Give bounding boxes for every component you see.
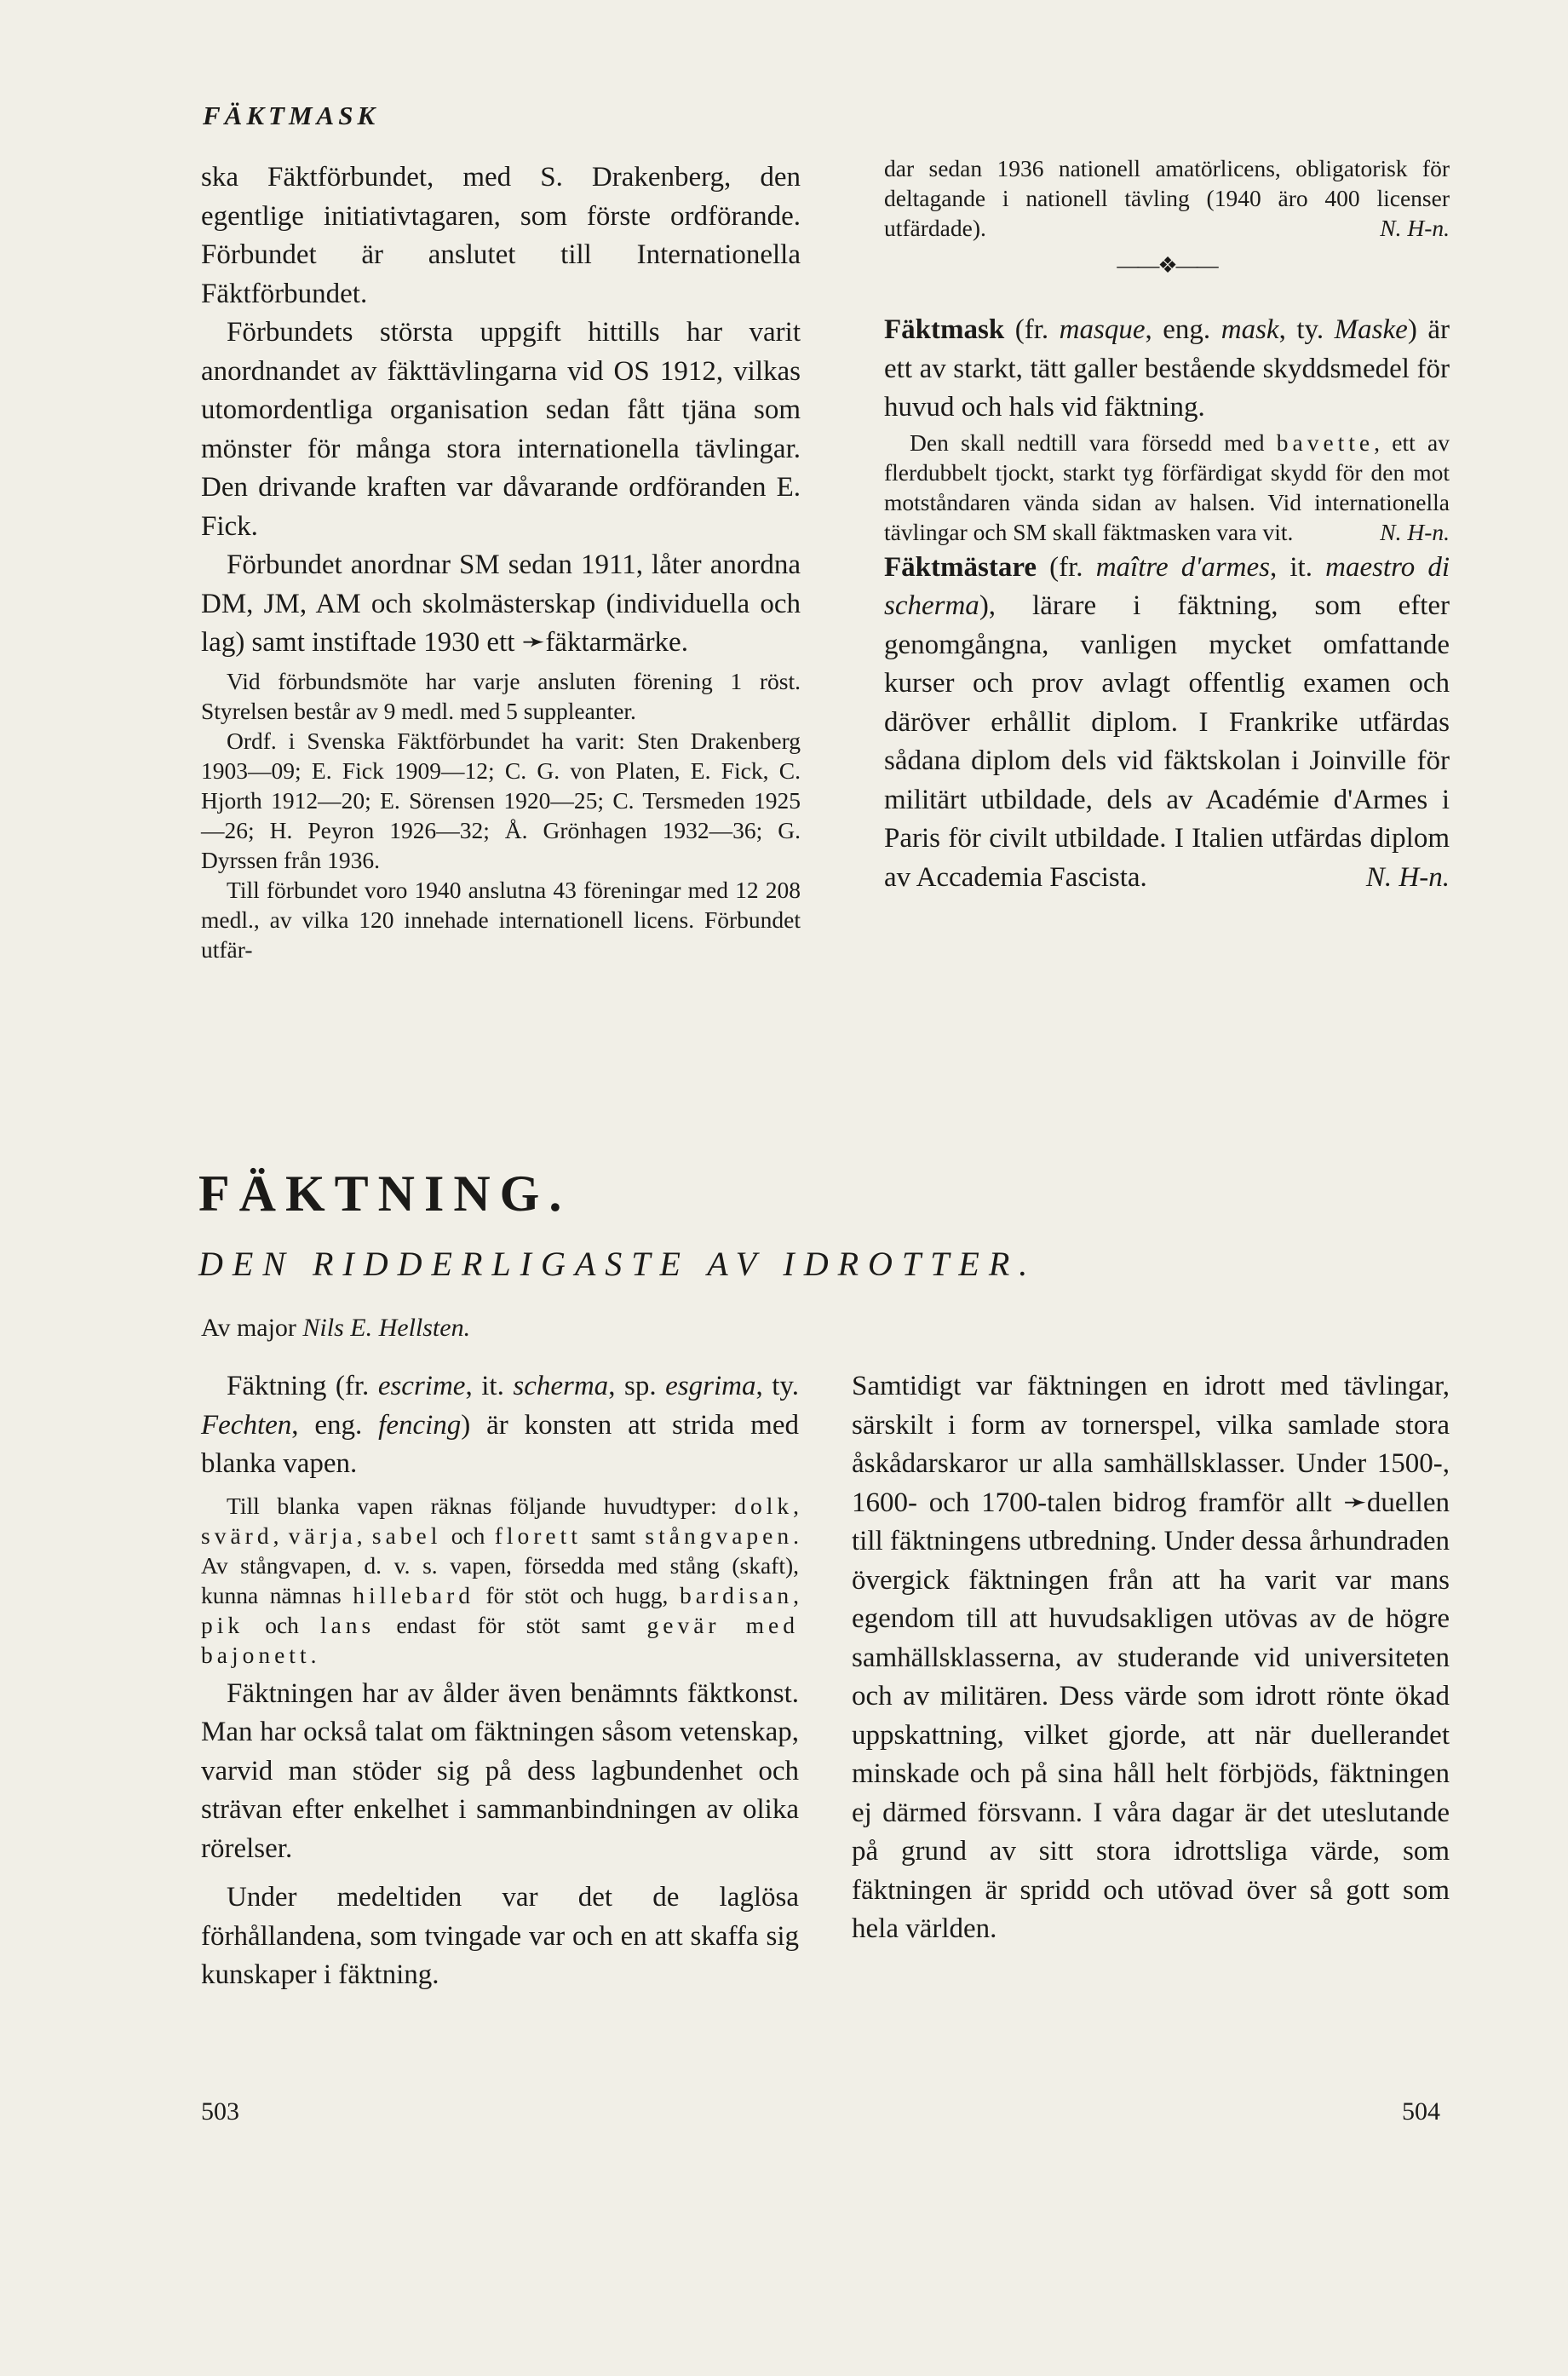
entry-term: Fäktmask [884, 314, 1005, 345]
lower-right-column [852, 1367, 1450, 1949]
page-number-left: 503 [201, 2097, 239, 2126]
byline [201, 1314, 470, 1343]
foreign-term: escrime [377, 1371, 466, 1401]
author-signature: N. H-n. [1380, 518, 1450, 545]
spaced-term: pik [201, 1611, 244, 1638]
paragraph: Samtidigt var fäktningen en idrott med tävlingar, särskilt i form av tornerspel, vilka samlade stora åskådarskaror ur alla samhällsklasser. Under 1500-, 1600- och 1700-talen bidrog framför allt ➛duellen till fäktningens utbredning. Under dessa århundraden övergick fäktningen från att ha varit var mans egendom till att huvudsakligen utövas av de högre samhällsklasserna, av studerande vid universiteten och av militären. Dess värde som idrott rönte ökad uppskattning, vilket gjorde, att när duellerandet minskade och på sina håll helt förbjöds, fäktningen ej därmed försvann. I våra dagar är det uteslutande på grund av sitt stora idrottsliga värde, som fäktningen är spridd och utövad över så gott som hela världen. [852, 1371, 1450, 1944]
paragraph-text: ) är konsten att strida med blanka vapen. [201, 1409, 799, 1479]
entry-text: maestro di scherma [884, 551, 1450, 621]
entry-text: (fr. [1004, 314, 1060, 345]
entry-text: mask [1221, 314, 1279, 345]
spaced-term: svärd [201, 1522, 273, 1549]
paragraph-text: , eng. [291, 1409, 379, 1441]
paragraph-text: samt [581, 1522, 646, 1549]
entry-text: , it. [1270, 551, 1326, 583]
spaced-term: bardisan [679, 1581, 794, 1608]
paragraph [884, 428, 1450, 547]
paragraph-text: , [793, 1492, 799, 1519]
paragraph-text: , it. [465, 1371, 514, 1401]
paragraph: Förbundets största uppgift hittills har varit anordnandet av fäkttävlingarna vid OS 1912, vilkas utomordentliga organisation sedan fått tjäna som mönster för många stora internationella tävlingar. Den drivande kraften var dåvarande ordföranden E. Fick. [201, 317, 801, 542]
spaced-term: värja [288, 1522, 357, 1549]
spaced-term: stångvapen [645, 1522, 794, 1549]
article-subtitle: DEN RIDDERLIGASTE AV IDROTTER. [198, 1245, 1037, 1283]
spaced-term: lans [319, 1611, 376, 1638]
lower-left-column [201, 1367, 799, 1995]
paragraph-text: , ett av flerdubbelt tjockt, starkt tyg förfärdigat skydd för den mot motståndaren vända sidan av halsen. Vid internationella tävlingar och SM skall fäktmasken vara vit. [884, 429, 1450, 545]
entry-faktmask [884, 311, 1450, 428]
byline-author: Nils E. Hellsten. [302, 1314, 471, 1342]
paragraph-text: , [356, 1522, 372, 1549]
paragraph-text: endast för stöt samt [375, 1611, 647, 1638]
entry-text: , ty. [1278, 314, 1335, 345]
entry-text: ) är ett av starkt, tätt galler bestående skyddsmedel för huvud och hals vid fäktning. [884, 314, 1450, 423]
article-title: FÄKTNING. [198, 1165, 571, 1222]
paragraph [201, 1367, 799, 1484]
entry-text: ), lärare i fäktning, som efter genomgångna, vanligen mycket omfattande kurser och prov avlagt offentlig examen och däröver erhållit diplom. I Frankrike utfärdas sådana diplom dels vid fäktskolan i Joinville för militärt utbildade, dels av Académie d'Armes i Paris för civilt utbildade. I Italien utfärdas diplom av Accademia Fascista. [884, 590, 1450, 893]
spaced-term: dolk [734, 1492, 794, 1519]
entry-text: Maske [1334, 314, 1408, 345]
author-signature: N. H-n. [1365, 861, 1450, 893]
paragraph-text: Till blanka vapen räknas följande huvudtyper: [227, 1492, 735, 1519]
paragraph [884, 153, 1450, 243]
entry-text: maître d'armes [1095, 551, 1270, 583]
paragraph: ska Fäktförbundet, med S. Drakenberg, den egentlige initiativtagaren, som förste ordförande. Förbundet är anslutet till Internationella Fäktförbundet. [201, 162, 801, 309]
paragraph-text: . Av stångvapen, d. v. s. vapen, försedda med stång (skaft), kunna nämnas [201, 1522, 799, 1608]
foreign-term: scherma [513, 1371, 609, 1401]
paragraph: Vid förbundsmöte har varje ansluten förening 1 röst. Styrelsen består av 9 medl. med 5 suppleanter. [201, 667, 801, 724]
paragraph: Fäktningen har av ålder även benämnts fäktkonst. Man har också talat om fäktningen såsom vetenskap, varvid man stöder sig på dess lagbundenhet och strävan efter enkelhet i sammanbindningen av olika rörelser. [201, 1677, 799, 1864]
paragraph-text: och [441, 1522, 495, 1549]
spaced-term: sabel [371, 1522, 442, 1549]
paragraph-text: för stöt och hugg, [474, 1581, 680, 1608]
spaced-term: gevär med bajonett [201, 1611, 799, 1668]
foreign-term: fencing [378, 1409, 462, 1441]
paragraph-text: , ty. [755, 1371, 800, 1401]
page-number-right: 504 [1402, 2097, 1440, 2126]
paragraph-text: Den skall nedtill vara försedd med [910, 429, 1277, 456]
entry-text: masque [1059, 314, 1146, 345]
paragraph-text: Fäktning (fr. [227, 1371, 378, 1401]
spaced-term: hillebard [353, 1581, 474, 1608]
ornament-divider: ——❖—— [1117, 253, 1217, 278]
byline-prefix: Av major [201, 1314, 303, 1342]
entry-term: Fäktmästare [884, 551, 1037, 583]
author-signature: N. H-n. [1380, 215, 1450, 241]
foreign-term: esgrima [665, 1371, 756, 1401]
paragraph-text: . [310, 1641, 317, 1668]
running-head: FÄKTMASK [203, 101, 380, 130]
paragraph: Ordf. i Svenska Fäktförbundet ha varit: Sten Drakenberg 1903—09; E. Fick 1909—12; C. G. von Platen, E. Fick, C. Hjorth 1912—20; E. Sörensen 1920—25; C. Tersmeden 1925—26; H. Peyron 1926—32; Å. Grönhagen 1932—36; G. Dyrssen från 1936. [201, 727, 801, 873]
paragraph: Under medeltiden var det de laglösa förhållandena, som tvingade var och en att skaffa sig kunskaper i fäktning. [201, 1882, 799, 1990]
paragraph-text: dar sedan 1936 nationell amatörlicens, obligatorisk för deltagande i nationell tävling (1940 äro 400 licenser utfärdade). [884, 155, 1450, 241]
paragraph-text: , [793, 1581, 799, 1608]
entry-text: , eng. [1145, 314, 1221, 345]
paragraph [201, 1491, 799, 1670]
foreign-term: Fechten [201, 1409, 292, 1441]
spaced-term: florett [494, 1522, 582, 1549]
paragraph: Till förbundet voro 1940 anslutna 43 föreningar med 12 208 medl., av vilka 120 innehade internationell licens. Förbundet utfär- [201, 876, 801, 963]
upper-left-column [201, 158, 801, 964]
paragraph-text: , sp. [608, 1371, 666, 1401]
paragraph: Förbundet anordnar SM sedan 1911, låter anordna DM, JM, AM och skolmästerskap (individuella och lag) samt instiftade 1930 ett ➛fäktarmärke. [201, 549, 801, 658]
entry-faktmastare [884, 549, 1450, 898]
spaced-term: bavette [1276, 429, 1375, 456]
upper-right-column [884, 153, 1450, 897]
entry-text: (fr. [1037, 551, 1096, 583]
paragraph-text: , [273, 1522, 289, 1549]
paragraph-text: och [244, 1611, 320, 1638]
